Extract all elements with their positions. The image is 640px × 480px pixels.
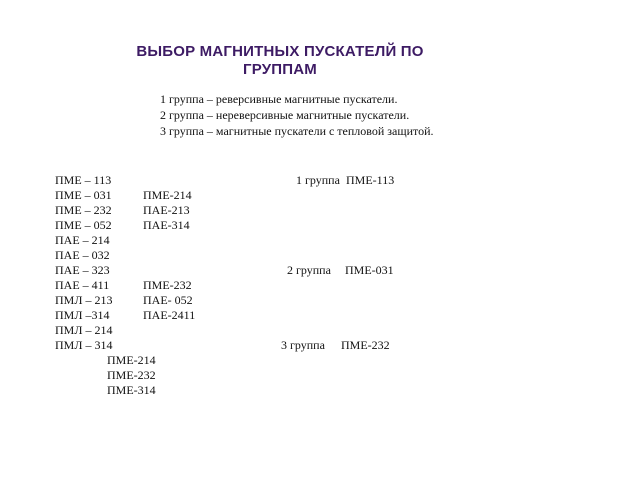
starter-list-item: ПАЕ – 032 bbox=[55, 248, 110, 262]
starter-list-item: ПМЛ – 314 bbox=[55, 338, 113, 352]
legend-item-3: 3 группа – магнитные пускатели с тепловой защитой. bbox=[160, 124, 434, 138]
group-2-label: 2 группа bbox=[287, 263, 331, 277]
group-3-item: ПМЕ-214 bbox=[107, 353, 156, 367]
starter-list-item: ПМЛ –314 bbox=[55, 308, 110, 322]
group-2-first-item: ПМЕ-031 bbox=[345, 263, 394, 277]
starter-list-item: ПМЕ – 031 bbox=[55, 188, 112, 202]
group-1-item: ПМЕ-214 bbox=[143, 188, 192, 202]
title-line-2: ГРУППАМ bbox=[243, 61, 317, 78]
starter-list-item: ПМЕ – 113 bbox=[55, 173, 112, 187]
group-1-item: ПАЕ-314 bbox=[143, 218, 190, 232]
group-1-first-item: ПМЕ-113 bbox=[346, 173, 395, 187]
group-legend bbox=[160, 91, 434, 139]
group-3-label: 3 группа bbox=[281, 338, 325, 352]
page-title bbox=[95, 43, 465, 79]
group-3-item: ПМЕ-314 bbox=[107, 383, 156, 397]
starter-list-item: ПМЛ – 214 bbox=[55, 323, 113, 337]
group-3-first-item: ПМЕ-232 bbox=[341, 338, 390, 352]
group-2-item: ПАЕ- 052 bbox=[143, 293, 193, 307]
starter-list-item: ПАЕ – 214 bbox=[55, 233, 110, 247]
starter-list-item: ПАЕ – 323 bbox=[55, 263, 110, 277]
legend-item-1: 1 группа – реверсивные магнитные пускатели. bbox=[160, 92, 398, 106]
group-2-item: ПМЕ-232 bbox=[143, 278, 192, 292]
group-2-item: ПАЕ-2411 bbox=[143, 308, 196, 322]
starter-list-item: ПМЕ – 232 bbox=[55, 203, 112, 217]
starter-list-item: ПМЛ – 213 bbox=[55, 293, 113, 307]
legend-item-2: 2 группа – нереверсивные магнитные пускатели. bbox=[160, 108, 410, 122]
starter-list-item: ПАЕ – 411 bbox=[55, 278, 110, 292]
group-1-item: ПАЕ-213 bbox=[143, 203, 190, 217]
starter-list-item: ПМЕ – 052 bbox=[55, 218, 112, 232]
group-1-label: 1 группа bbox=[296, 173, 340, 187]
title-line-1: ВЫБОР МАГНИТНЫХ ПУСКАТЕЛЙ ПО bbox=[136, 43, 424, 60]
group-3-item: ПМЕ-232 bbox=[107, 368, 156, 382]
